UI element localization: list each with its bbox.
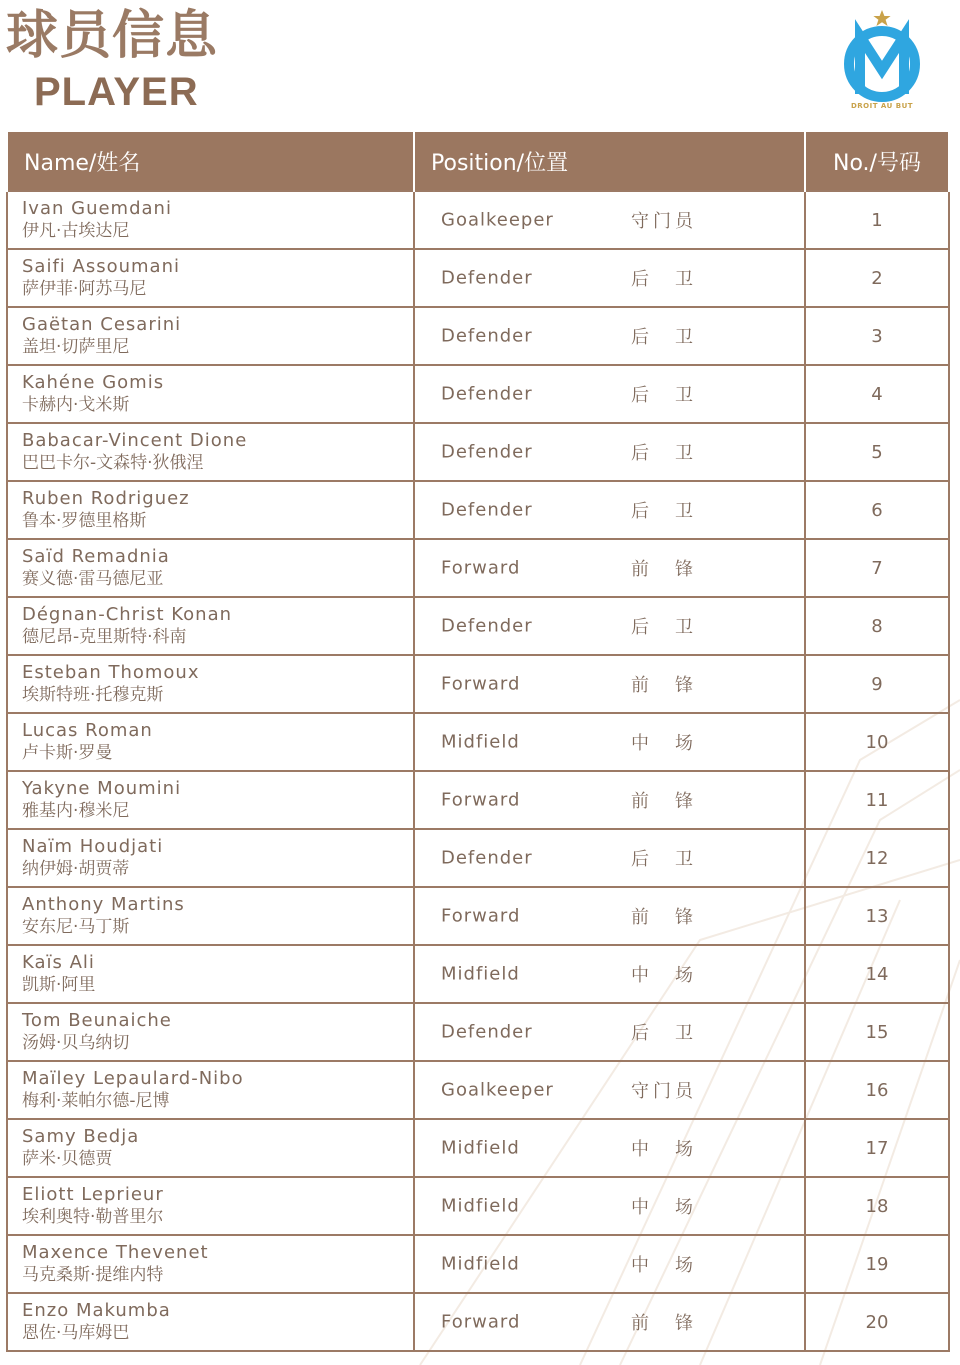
player-name-en: Yakyne Moumini [22,778,182,799]
player-name-en: Enzo Makumba [22,1300,171,1321]
player-position-cell [414,945,805,1003]
table-row [7,307,949,365]
player-name-cell [7,307,414,365]
player-number: 20 [805,1293,949,1351]
player-position-cn: 后卫 [631,269,693,290]
player-position-cn: 后卫 [631,849,693,870]
player-position-en: Defender [441,325,533,347]
table-row [7,1119,949,1177]
player-number: 15 [805,1003,949,1061]
player-name-cell [7,1293,414,1351]
player-name-en: Maïley Lepaulard-Nibo [22,1068,244,1089]
player-name-en: Ivan Guemdani [22,198,172,219]
player-position-en: Defender [441,1021,533,1043]
player-position-cn: 中场 [631,733,693,754]
player-name-en: Gaëtan Cesarini [22,314,182,335]
player-number: 19 [805,1235,949,1293]
player-position-cn: 中场 [631,1255,693,1276]
table-row [7,481,949,539]
player-name-en: Maxence Thevenet [22,1242,209,1263]
player-position-en: Midfield [441,1195,520,1217]
table-row [7,1235,949,1293]
player-name-cell [7,539,414,597]
table-row [7,945,949,1003]
player-number: 14 [805,945,949,1003]
player-number: 5 [805,423,949,481]
player-name-en: Saifi Assoumani [22,256,180,277]
player-name-cn: 卡赫内·戈米斯 [22,395,130,415]
player-position-cell [414,1293,805,1351]
player-position-en: Goalkeeper [441,1079,554,1101]
player-position-cn: 后卫 [631,1023,693,1044]
table-row [7,713,949,771]
player-name-cn: 盖坦·切萨里尼 [22,337,130,357]
player-name-cell [7,1119,414,1177]
player-name-en: Esteban Thomoux [22,662,200,683]
player-number: 9 [805,655,949,713]
player-name-cn: 恩佐·马库姆巴 [22,1323,130,1343]
player-position-en: Forward [441,905,521,927]
player-number: 16 [805,1061,949,1119]
player-name-cn: 巴巴卡尔-文森特·狄俄涅 [22,453,204,473]
player-number: 12 [805,829,949,887]
table-row [7,771,949,829]
player-position-cell [414,249,805,307]
player-position-cell [414,713,805,771]
player-name-en: Kahéne Gomis [22,372,165,393]
player-number: 11 [805,771,949,829]
player-name-cell [7,1177,414,1235]
player-name-en: Anthony Martins [22,894,185,915]
player-position-en: Forward [441,789,521,811]
table-row [7,365,949,423]
player-number: 18 [805,1177,949,1235]
player-position-cell [414,1177,805,1235]
player-name-en: Ruben Rodriguez [22,488,190,509]
player-position-cn: 守门员 [631,211,693,232]
player-position-cell [414,887,805,945]
player-name-cn: 汤姆·贝乌纳切 [22,1033,130,1053]
player-position-en: Midfield [441,963,520,985]
player-name-cell [7,829,414,887]
player-position-cell [414,1003,805,1061]
player-position-cell [414,829,805,887]
player-position-cn: 中场 [631,1139,693,1160]
player-name-en: Eliott Leprieur [22,1184,164,1205]
player-name-cn: 德尼昂-克里斯特·科南 [22,627,187,647]
player-position-cn: 中场 [631,965,693,986]
player-number: 13 [805,887,949,945]
player-position-cn: 后卫 [631,617,693,638]
player-name-en: Naïm Houdjati [22,836,164,857]
player-position-cell [414,539,805,597]
player-position-en: Midfield [441,1253,520,1275]
player-position-cell [414,597,805,655]
player-position-cell [414,191,805,249]
player-number: 6 [805,481,949,539]
player-name-cell [7,597,414,655]
table-row [7,423,949,481]
player-number: 17 [805,1119,949,1177]
player-position-en: Forward [441,1311,521,1333]
player-position-en: Defender [441,267,533,289]
player-position-en: Defender [441,383,533,405]
player-name-cell [7,423,414,481]
player-position-en: Midfield [441,1137,520,1159]
player-name-en: Samy Bedja [22,1126,140,1147]
player-position-cell [414,1235,805,1293]
player-name-en: Kaïs Ali [22,952,95,973]
player-name-cn: 赛义德·雷马德尼亚 [22,569,164,589]
player-position-cell [414,1061,805,1119]
player-position-en: Defender [441,499,533,521]
player-position-cn: 前锋 [631,1313,693,1334]
player-position-cell [414,771,805,829]
player-number: 7 [805,539,949,597]
table-row [7,597,949,655]
player-number: 10 [805,713,949,771]
logo-motto: DROIT AU BUT [850,102,914,110]
page-title-cn: 球员信息 [6,6,219,66]
player-number: 8 [805,597,949,655]
player-name-cn: 鲁本·罗德里格斯 [22,511,147,531]
player-position-en: Midfield [441,731,520,753]
player-name-cn: 埃斯特班·托穆克斯 [22,685,164,705]
player-name-cn: 纳伊姆·胡贾蒂 [22,859,130,879]
club-crest-icon [836,6,928,102]
table-row [7,249,949,307]
player-name-cn: 卢卡斯·罗曼 [22,743,113,763]
player-number: 1 [805,191,949,249]
column-header-number: No./号码 [805,132,949,191]
player-position-cn: 中场 [631,1197,693,1218]
player-name-cn: 萨米·贝德贾 [22,1149,113,1169]
player-number: 4 [805,365,949,423]
player-name-en: Lucas Roman [22,720,153,741]
player-position-cell [414,481,805,539]
player-name-cell [7,945,414,1003]
table-row [7,1061,949,1119]
player-position-en: Defender [441,615,533,637]
table-row [7,1003,949,1061]
table-row [7,887,949,945]
player-position-cn: 后卫 [631,443,693,464]
table-row [7,829,949,887]
player-position-cell [414,1119,805,1177]
player-name-cn: 梅利·莱帕尔德-尼博 [22,1091,170,1111]
player-position-cn: 后卫 [631,327,693,348]
table-row [7,1177,949,1235]
column-header-name: Name/姓名 [7,132,414,191]
player-name-en: Tom Beunaiche [22,1010,172,1031]
player-name-cn: 安东尼·马丁斯 [22,917,130,937]
club-logo [836,6,928,114]
player-name-en: Babacar-Vincent Dione [22,430,248,451]
player-position-en: Goalkeeper [441,209,554,231]
table-row [7,539,949,597]
player-name-cn: 萨伊菲·阿苏马尼 [22,279,147,299]
player-position-en: Forward [441,557,521,579]
player-name-cn: 凯斯·阿里 [22,975,96,995]
table-body [7,191,949,1351]
player-name-cell [7,1061,414,1119]
player-name-cell [7,771,414,829]
player-name-cell [7,1003,414,1061]
player-position-en: Defender [441,441,533,463]
player-name-cell [7,191,414,249]
player-roster-table [6,132,950,1352]
player-position-cn: 前锋 [631,791,693,812]
player-number: 2 [805,249,949,307]
player-position-en: Defender [441,847,533,869]
player-position-cn: 前锋 [631,559,693,580]
player-name-cn: 雅基内·穆米尼 [22,801,130,821]
table-row [7,1293,949,1351]
player-position-cell [414,655,805,713]
player-name-cn: 埃利奥特·勒普里尔 [22,1207,164,1227]
player-name-cell [7,249,414,307]
player-number: 3 [805,307,949,365]
table-row [7,655,949,713]
player-position-cn: 后卫 [631,385,693,406]
player-position-en: Forward [441,673,521,695]
table-row [7,191,949,249]
column-header-position: Position/位置 [414,132,805,191]
player-position-cell [414,423,805,481]
player-name-cell [7,887,414,945]
player-name-cn: 伊凡·古埃达尼 [22,221,130,241]
player-name-en: Dégnan-Christ Konan [22,604,233,625]
player-name-cell [7,481,414,539]
player-name-cell [7,1235,414,1293]
player-name-en: Saïd Remadnia [22,546,170,567]
player-position-cn: 前锋 [631,675,693,696]
player-position-cn: 后卫 [631,501,693,522]
page-title-en: PLAYER [34,70,199,114]
player-name-cell [7,713,414,771]
table-header-row [7,132,949,191]
player-name-cn: 马克桑斯·提维内特 [22,1265,164,1285]
player-position-cn: 前锋 [631,907,693,928]
player-name-cell [7,365,414,423]
player-position-cell [414,365,805,423]
player-position-cell [414,307,805,365]
player-position-cn: 守门员 [631,1081,693,1102]
player-name-cell [7,655,414,713]
